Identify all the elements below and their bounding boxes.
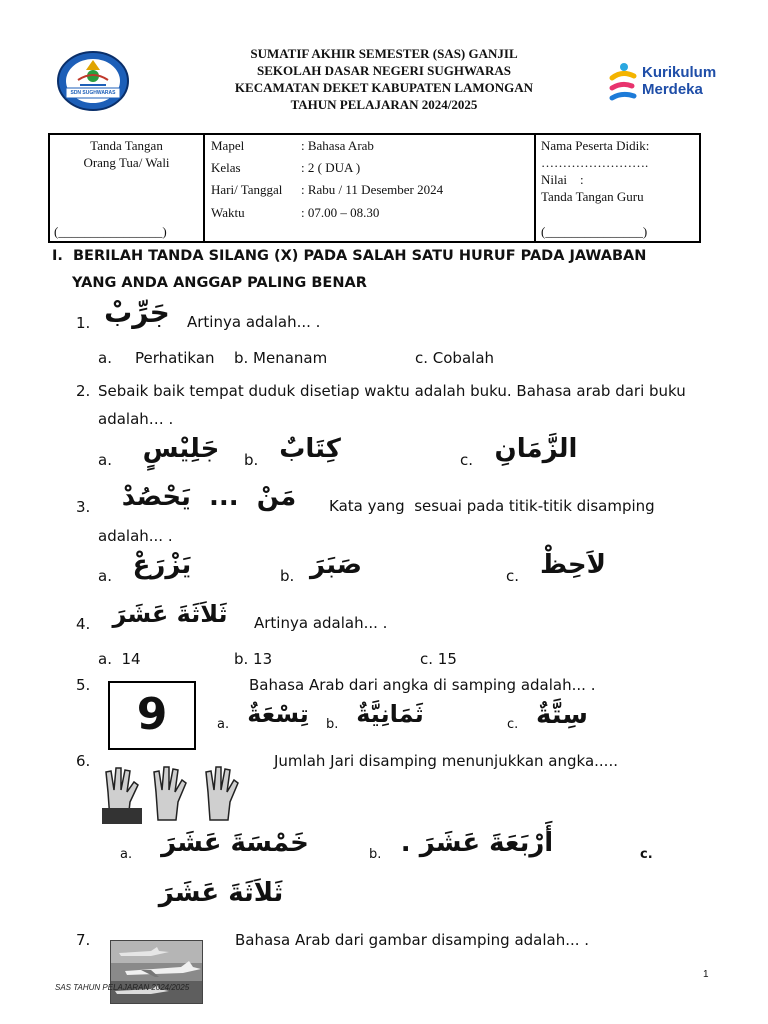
q5-question-text: Bahasa Arab dari angka di samping adalah... . [249, 676, 596, 694]
kurikulum-label: Kurikulum [642, 64, 717, 81]
hari-value: : Rabu / 11 Desember 2024 [301, 182, 444, 197]
q3-arabic-phrase: مَنْ ... يَحْصُدْ [121, 482, 297, 512]
q7-question-text: Bahasa Arab dari gambar disamping adalah... . [235, 931, 590, 949]
q5-option-b[interactable]: ثَمَانِيَّةٌ [356, 700, 424, 728]
q2-option-c[interactable]: الزَّمَانِ [494, 434, 578, 464]
ttd-guru-blank: (_______________) [541, 224, 648, 239]
page-number: 1 [703, 969, 709, 980]
q4-number: 4. [76, 615, 91, 633]
airplane-image [110, 940, 203, 1004]
mapel-value: : Bahasa Arab [301, 138, 374, 153]
q5-option-b-letter: b. [326, 717, 339, 732]
q3-option-b[interactable]: صَبَرَ [310, 550, 362, 580]
q4-question-text: Artinya adalah... . [254, 614, 388, 632]
kurikulum-merdeka-icon [608, 62, 638, 102]
q6-option-a-letter: a. [120, 847, 133, 862]
q2-number: 2. [76, 382, 91, 400]
q4-arabic-phrase: ثَلاَثَةَ عَشَرَ [112, 600, 228, 628]
footer-text: SAS TAHUN PELAJARAN 2024/2025 [55, 983, 190, 992]
header-line-3: KECAMATAN DEKET KABUPATEN LAMONGAN [234, 80, 534, 95]
q3-option-b-letter: b. [280, 567, 295, 585]
info-table [48, 133, 701, 243]
parent-signature-blank: (________________) [54, 224, 167, 239]
subject-info-cell [205, 135, 534, 241]
q3-number: 3. [76, 498, 91, 516]
q3-option-c-letter: c. [506, 567, 520, 585]
parent-signature-cell [50, 135, 203, 241]
q2-question-line-1: Sebaik baik tempat duduk disetiap waktu adalah buku. Bahasa arab dari buku [98, 382, 686, 400]
q6-option-c-letter: c. [640, 847, 653, 862]
parent-signature-label-1: Tanda Tangan [90, 138, 163, 153]
number-nine-box [108, 681, 196, 750]
kelas-label: Kelas [211, 160, 241, 175]
number-nine: 9 [136, 689, 168, 740]
waktu-label: Waktu [211, 205, 245, 220]
q2-option-a-letter: a. [98, 451, 112, 469]
parent-signature-label-2: Orang Tua/ Wali [83, 155, 170, 170]
q6-option-c[interactable]: ثَلاَثَةَ عَشَرَ [158, 878, 284, 908]
q2-option-b-letter: b. [244, 451, 259, 469]
q5-option-a-letter: a. [217, 717, 230, 732]
q6-question-text: Jumlah Jari disamping menunjukkan angka..... [274, 752, 618, 770]
hari-label: Hari/ Tanggal [211, 182, 283, 197]
q1-option-b[interactable]: b. Menanam [234, 349, 328, 367]
q3-option-a[interactable]: يَزْرَعْ [132, 550, 192, 580]
kurikulum-merdeka-logo [608, 62, 738, 102]
q1-option-a-letter: a. [98, 349, 112, 367]
q2-question-line-2: adalah… . [98, 410, 174, 428]
header-line-1: SUMATIF AKHIR SEMESTER (SAS) GANJIL [250, 46, 518, 61]
q6-option-b[interactable]: أَرْبَعَةَ عَشَرَ . [400, 828, 554, 858]
q3-question-text: Kata yang sesuai pada titik-titik disamping [329, 497, 655, 515]
header-line-4: TAHUN PELAJARAN 2024/2025 [290, 97, 478, 112]
q7-number: 7. [76, 931, 91, 949]
kelas-value: : 2 ( DUA ) [301, 160, 361, 175]
q4-option-b[interactable]: b. 13 [234, 650, 273, 668]
q5-option-c[interactable]: سِتَّةٌ [536, 700, 588, 730]
merdeka-label: Merdeka [642, 81, 703, 98]
q6-number: 6. [76, 752, 91, 770]
q3-question-line-2: adalah... . [98, 527, 173, 545]
q2-option-b[interactable]: كِتَابٌ [279, 434, 341, 464]
mapel-label: Mapel [211, 138, 245, 153]
q2-option-c-letter: c. [460, 451, 474, 469]
nilai-label: Nilai : [541, 172, 584, 187]
q2-option-a[interactable]: جَلِيْسٍ [142, 434, 220, 464]
section-heading-line-1: I. BERILAH TANDA SILANG (X) PADA SALAH SATU HURUF PADA JAWABAN [52, 248, 647, 264]
ttd-guru-label: Tanda Tangan Guru [541, 189, 644, 204]
q5-option-c-letter: c. [507, 717, 519, 732]
q1-option-a[interactable]: Perhatikan [135, 349, 215, 367]
q1-option-c[interactable]: c. Cobalah [415, 349, 495, 367]
q3-option-c[interactable]: لاَحِظْ [540, 550, 606, 580]
q1-number: 1. [76, 314, 91, 332]
school-logo-text: SDN SUGHWARAS [70, 90, 116, 96]
q6-option-b-letter: b. [369, 847, 382, 862]
q1-arabic-word: جَرِّبْ [104, 296, 170, 329]
q5-option-a[interactable]: تِسْعَةٌ [247, 700, 309, 728]
waktu-value: : 07.00 – 08.30 [301, 205, 380, 220]
nama-label: Nama Peserta Didik: [541, 138, 650, 153]
q5-number: 5. [76, 676, 91, 694]
nama-dots: ……………………. [541, 155, 649, 170]
three-hands-image [102, 762, 262, 824]
q3-option-a-letter: a. [98, 567, 112, 585]
q1-question-text: Artinya adalah... . [187, 313, 321, 331]
hand-icon [102, 762, 262, 824]
student-info-cell [536, 135, 701, 241]
airplane-icon [111, 941, 203, 1004]
header-line-2: SEKOLAH DASAR NEGERI SUGHWARAS [257, 63, 511, 78]
q6-option-a[interactable]: خَمْسَةَ عَشَرَ [161, 828, 309, 858]
q4-option-c[interactable]: c. 15 [420, 650, 457, 668]
q4-option-a[interactable]: a. 14 [98, 650, 141, 668]
section-heading-line-2: YANG ANDA ANGGAP PALING BENAR [72, 275, 367, 291]
